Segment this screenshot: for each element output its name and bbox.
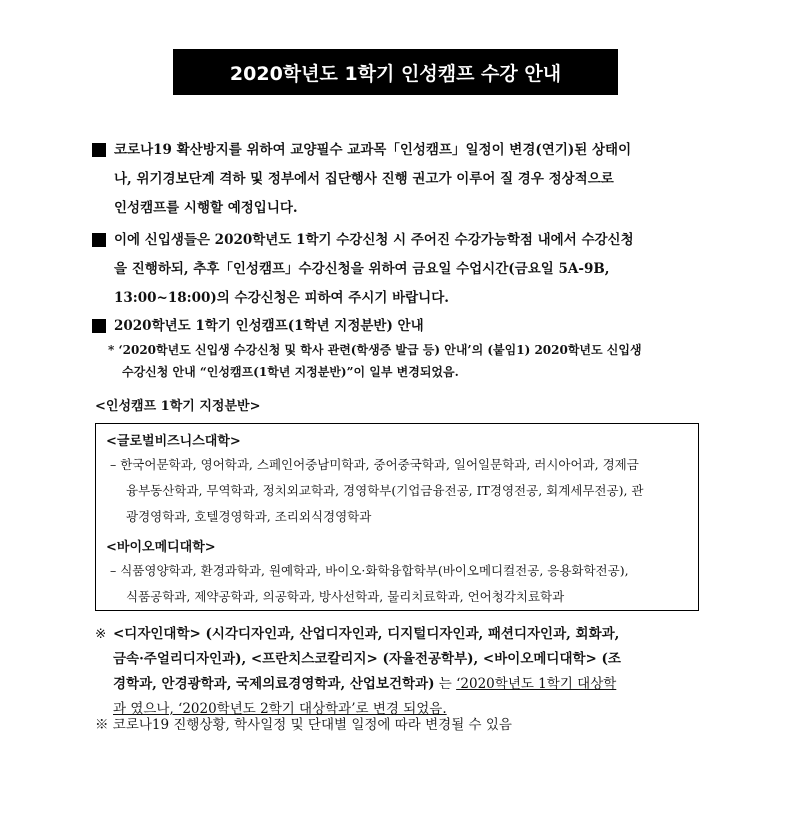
footer-line: 는 bbox=[434, 676, 457, 692]
paragraph-line: 코로나19 확산방지를 위하여 교양필수 교과목「인성캠프」일정이 변경(연기)된 상태이 bbox=[114, 142, 632, 158]
dept-line: – 한국어문학과, 영어학과, 스페인어중남미학과, 중어중국학과, 일어일문학과, 러시아어과, 경제금 bbox=[110, 457, 639, 472]
department-box bbox=[95, 423, 699, 611]
paragraph-line: 이에 신입생들은 2020학년도 1학기 수강신청 시 주어진 수강가능학점 내에서 수강신청 bbox=[114, 232, 634, 248]
footer-underlined-text: 과 였으나, ‘2020학년도 2학기 대상학과’로 변경 되었음. bbox=[113, 701, 447, 717]
notice-paragraph-2 bbox=[92, 226, 702, 313]
bullet-square-icon bbox=[92, 143, 106, 157]
paragraph-line: 13:00~18:00)의 수강신청은 피하여 주시기 바랍니다. bbox=[114, 290, 449, 306]
college-heading: <글로벌비즈니스대학> bbox=[106, 434, 241, 449]
bullet-square-icon bbox=[92, 319, 106, 333]
college-dept-list bbox=[110, 452, 696, 530]
dept-line: 융부동산학과, 무역학과, 정치외교학과, 경영학부(기업금융전공, IT경영전공, 회계세무전공), 관 bbox=[126, 483, 644, 498]
dept-line: 식품공학과, 제약공학과, 의공학과, 방사선학과, 물리치료학과, 언어청각치료학과 bbox=[126, 589, 565, 604]
dept-line: – 식품영양학과, 환경과학과, 원예학과, 바이오·화학융합학부(바이오메디컬전공, 응용화학전공), bbox=[110, 563, 629, 578]
notice-paragraph-1 bbox=[92, 136, 702, 223]
note-line: 수강신청 안내 “인성캠프(1학년 지정분반)”이 일부 변경되었음. bbox=[122, 365, 459, 379]
page-title: 2020학년도 1학기 인성캠프 수강 안내 bbox=[173, 49, 618, 95]
footer-line: 경학과, 안경광학과, 국제의료경영학과, 산업보건학과) bbox=[113, 676, 435, 692]
footer-note bbox=[95, 622, 715, 722]
paragraph-line: 2020학년도 1학기 인성캠프(1학년 지정분반) 안내 bbox=[114, 318, 424, 334]
college-heading: <바이오메디대학> bbox=[106, 540, 216, 555]
change-note bbox=[108, 339, 708, 383]
footer-line: <디자인대학> (시각디자인과, 산업디자인과, 디지털디자인과, 패션디자인과, 회화과, bbox=[113, 626, 620, 642]
footer-underlined-text: ‘2020학년도 1학기 대상학 bbox=[456, 676, 617, 692]
college-dept-list bbox=[110, 558, 696, 610]
note-line: * ‘2020학년도 신입생 수강신청 및 학사 관련(학생증 발급 등) 안내’의 (붙임1) 2020학년도 신입생 bbox=[108, 343, 642, 357]
paragraph-line: 인성캠프를 시행할 예정입니다. bbox=[114, 200, 298, 216]
section-label: <인성캠프 1학기 지정분반> bbox=[95, 399, 261, 414]
footer-note-2: ※ 코로나19 진행상황, 학사일정 및 단대별 일정에 따라 변경될 수 있음 bbox=[95, 717, 512, 733]
footer-line: 금속·주얼리디자인과), <프란치스코칼리지> (자율전공학부), <바이오메디대학> (조 bbox=[113, 651, 621, 667]
bullet-square-icon bbox=[92, 233, 106, 247]
paragraph-line: 을 진행하되, 추후「인성캠프」수강신청을 위하여 금요일 수업시간(금요일 5A-9B, bbox=[114, 261, 610, 277]
paragraph-line: 나, 위기경보단계 격하 및 정부에서 집단행사 진행 권고가 이루어 질 경우 정상적으로 bbox=[114, 171, 614, 187]
dept-line: 광경영학과, 호텔경영학과, 조리외식경영학과 bbox=[126, 509, 372, 524]
notice-paragraph-3 bbox=[92, 312, 702, 341]
reference-mark: ※ bbox=[95, 626, 107, 642]
